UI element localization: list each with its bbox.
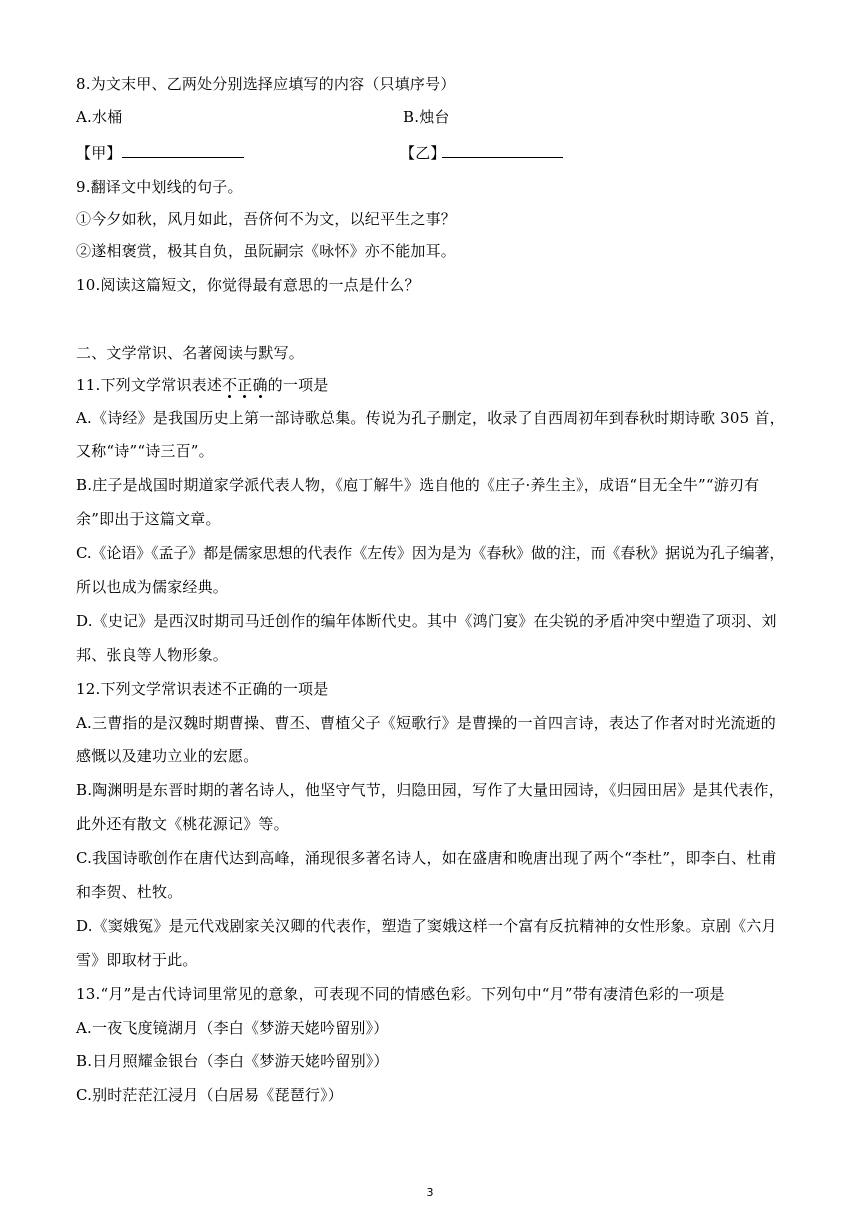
q8-blank-yi-line	[442, 157, 563, 158]
q8-option-b: B.烛台	[403, 108, 450, 126]
q10-stem: 10.阅读这篇短文，你觉得最有意思的一点是什么？	[76, 276, 420, 294]
q11-option-c-line-2: 所以也成为儒家经典。	[76, 578, 229, 596]
q12-option-a-line-2: 感慨以及建功立业的宏愿。	[76, 747, 259, 765]
q12-option-d-line-2: 雪》即取材于此。	[76, 951, 198, 969]
q11-stem: 11.下列文学常识表述不正确的一项是	[76, 376, 329, 394]
q13-stem: 13.“月”是古代诗词里常见的意象，可表现不同的情感色彩。下列句中“月”带有凄清色彩的一项是	[76, 985, 725, 1003]
q11-option-a-line-1: A.《诗经》是我国历史上第一部诗歌总集。传说为孔子删定，收录了自西周初年到春秋时期诗歌 305 首，	[76, 409, 785, 427]
q12-stem: 12.下列文学常识表述不正确的一项是	[76, 680, 329, 698]
q12-option-b-line-1: B.陶渊明是东晋时期的著名诗人，他坚守气节，归隐田园，写作了大量田园诗，《归园田居》是其代表作，	[76, 781, 784, 799]
q11-option-c-line-1: C.《论语》《孟子》都是儒家思想的代表作《左传》因为是为《春秋》做的注，而《春秋》据说为孔子编著，	[76, 544, 785, 562]
q9-sentence-2: ②遂相褒赏，极其自负，虽阮嗣宗《咏怀》亦不能加耳。	[76, 242, 457, 260]
q8-blank-jia-label: 【甲】	[76, 144, 122, 162]
q13-option-b: B.日月照耀金银台（李白《梦游天姥吟留别》）	[76, 1052, 389, 1070]
q11-option-b-line-2: 余”即出于这篇文章。	[76, 510, 221, 528]
q8-stem: 8.为文末甲、乙两处分别选择应填写的内容（只填序号）	[76, 75, 456, 93]
emphasis-dot-char: 正	[237, 376, 253, 394]
q12-option-d-line-1: D.《窦娥冤》是元代戏剧家关汉卿的代表作，塑造了窦娥这样一个富有反抗精神的女性形象。京剧《六月	[76, 917, 777, 935]
q8-option-a: A.水桶	[76, 108, 123, 126]
q9-stem: 9.翻译文中划线的句子。	[76, 178, 243, 196]
q12-option-c-line-2: 和李贺、杜牧。	[76, 883, 183, 901]
q13-option-a: A.一夜飞度镜湖月（李白《梦游天姥吟留别》）	[76, 1019, 389, 1037]
q9-sentence-1: ①今夕如秋，风月如此，吾侪何不为文，以纪平生之事？	[76, 210, 457, 228]
q13-option-c: C.别时茫茫江浸月（白居易《琵琶行》）	[76, 1086, 344, 1104]
q11-option-a-line-2: 又称“诗”“诗三百”。	[76, 442, 214, 460]
q11-option-d-line-2: 邦、张良等人物形象。	[76, 646, 229, 664]
emphasis-dot-char: 确	[252, 376, 268, 394]
q8-blank-jia-line	[122, 157, 244, 158]
q11-option-d-line-1: D.《史记》是西汉时期司马迁创作的编年体断代史。其中《鸿门宴》在尖锐的矛盾冲突中塑造了项羽、刘	[76, 612, 777, 630]
section-2-heading: 二、文学常识、名著阅读与默写。	[76, 344, 305, 362]
q12-option-b-line-2: 此外还有散文《桃花源记》等。	[76, 815, 289, 833]
q11-option-b-line-1: B.庄子是战国时期道家学派代表人物，《庖丁解牛》选自他的《庄子·养生主》，成语“目无全牛”“游刃有	[76, 476, 760, 494]
emphasis-dot-char: 不	[222, 376, 238, 394]
q12-option-c-line-1: C.我国诗歌创作在唐代达到高峰，涌现很多著名诗人，如在盛唐和晚唐出现了两个“李杜”，即李白、杜甫	[76, 849, 777, 867]
q8-blank-yi-label: 【乙】	[400, 144, 446, 162]
q12-option-a-line-1: A.三曹指的是汉魏时期曹操、曹丕、曹植父子《短歌行》是曹操的一首四言诗，表达了作者对时光流逝的	[76, 714, 777, 732]
page-number: 3	[426, 1186, 434, 1199]
